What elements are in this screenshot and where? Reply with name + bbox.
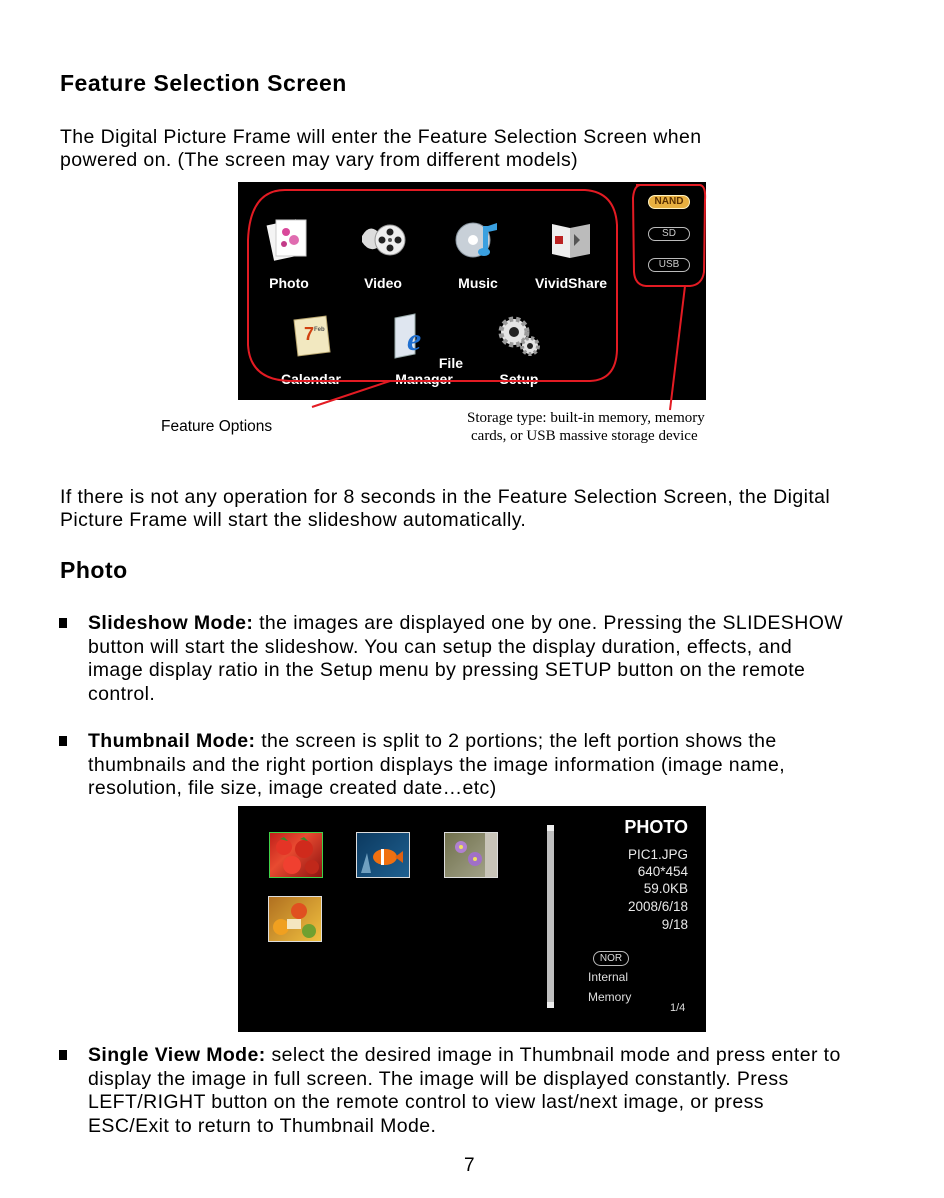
storage-pointer — [670, 286, 685, 410]
feature-label-setup: Setup — [499, 371, 539, 387]
callout-storage-line-1: Storage type: built-in memory, memory — [467, 410, 705, 426]
thumbnail-fruit[interactable] — [268, 896, 322, 942]
idle-text-line-2: Picture Frame will start the slideshow automatically. — [60, 509, 527, 531]
page-number: 7 — [464, 1155, 475, 1176]
bullet-line: button will start the slideshow. You can setup the display duration, effects, and — [88, 635, 793, 658]
svg-text:e: e — [406, 321, 422, 357]
bullet-label: Single View Mode: — [88, 1044, 266, 1066]
bullet-line: select the desired image in Thumbnail mode and press enter to — [265, 1044, 841, 1066]
feature-label-calendar: Calendar — [281, 371, 341, 387]
bullet-line: LEFT/RIGHT button on the remote control to view last/next image, or press — [88, 1091, 764, 1113]
section-title-photo: Photo — [60, 557, 128, 583]
info-date: 2008/6/18 — [627, 899, 688, 914]
calendar-day: 7 — [304, 324, 315, 344]
feature-label-music: Music — [458, 275, 498, 291]
callout-storage-type — [467, 409, 705, 445]
intro-line-2: powered on. (The screen may vary from different models) — [60, 149, 579, 171]
info-resolution: 640*454 — [637, 864, 688, 879]
bullet-single-view-mode — [88, 1044, 938, 1138]
bullet-line: thumbnails and the right portion displays the image information (image name, — [88, 753, 786, 776]
storage-usb[interactable]: USB — [648, 258, 690, 272]
info-file-name: PIC1.JPG — [627, 847, 688, 862]
bullet-line: ESC/Exit to return to Thumbnail Mode. — [88, 1114, 437, 1137]
callout-storage-line-2: cards, or USB massive storage device — [471, 428, 698, 444]
photo-header: PHOTO — [624, 817, 688, 837]
storage-sd[interactable]: SD — [648, 227, 690, 241]
strawberry-image — [270, 833, 322, 877]
thumbnail-flowers[interactable] — [444, 832, 498, 878]
feature-label-video: Video — [364, 275, 402, 291]
scroll-down-arrow[interactable] — [547, 1002, 554, 1008]
feature-options-pointer — [312, 381, 390, 407]
storage-line-2: Memory — [588, 990, 632, 1004]
clownfish-image — [357, 833, 409, 877]
info-file-size: 59.0KB — [643, 881, 688, 896]
bullet-marker — [59, 1050, 67, 1060]
storage-line-1: Internal — [588, 970, 629, 984]
callout-overlay — [0, 0, 944, 420]
callout-feature-options: Feature Options — [161, 418, 273, 435]
feature-label-photo: Photo — [269, 275, 309, 291]
bullet-label: Slideshow Mode: — [88, 612, 254, 634]
bullet-slideshow-mode — [88, 612, 938, 706]
bullet-line: image display ratio in the Setup menu by pressing SETUP button on the remote — [88, 659, 806, 681]
thumbnail-mode-screenshot — [238, 806, 706, 1032]
bullet-line: control. — [88, 682, 156, 705]
feature-label-file-manager: File Manager — [395, 355, 463, 387]
bullet-marker — [59, 618, 67, 628]
scroll-up-arrow[interactable] — [547, 825, 554, 831]
thumbnail-strawberries[interactable] — [269, 832, 323, 878]
bullet-thumbnail-mode — [88, 730, 938, 801]
thumbnail-clownfish[interactable] — [356, 832, 410, 878]
fruit-image — [269, 897, 321, 941]
feature-label-vividshare: VividShare — [534, 275, 608, 291]
bullet-line: the screen is split to 2 portions; the left portion shows the — [255, 730, 777, 752]
info-time: 9/18 — [661, 917, 688, 932]
bullet-line: the images are displayed one by one. Pressing the SLIDESHOW — [253, 612, 844, 634]
calendar-month: Feb — [314, 327, 325, 333]
bullet-marker — [59, 736, 67, 746]
bullet-label: Thumbnail Mode: — [88, 730, 256, 752]
feature-options-outline — [248, 190, 617, 381]
storage-options-outline — [633, 185, 705, 286]
idle-text-line-1: If there is not any operation for 8 seconds in the Feature Selection Screen, the Digital — [60, 486, 831, 508]
flower-image — [445, 833, 497, 877]
page-indicator: 1/4 — [670, 1002, 686, 1014]
scrollbar-track[interactable] — [547, 825, 554, 1008]
section-title-feature-selection: Feature Selection Screen — [60, 70, 347, 96]
bullet-line: resolution, file size, image created date…etc) — [88, 777, 497, 799]
bullet-line: display the image in full screen. The image will be displayed constantly. Press — [88, 1067, 789, 1090]
storage-nand[interactable]: NAND — [648, 195, 690, 209]
intro-line-1: The Digital Picture Frame will enter the Feature Selection Screen when — [60, 126, 702, 148]
mode-badge: NOR — [593, 951, 629, 966]
